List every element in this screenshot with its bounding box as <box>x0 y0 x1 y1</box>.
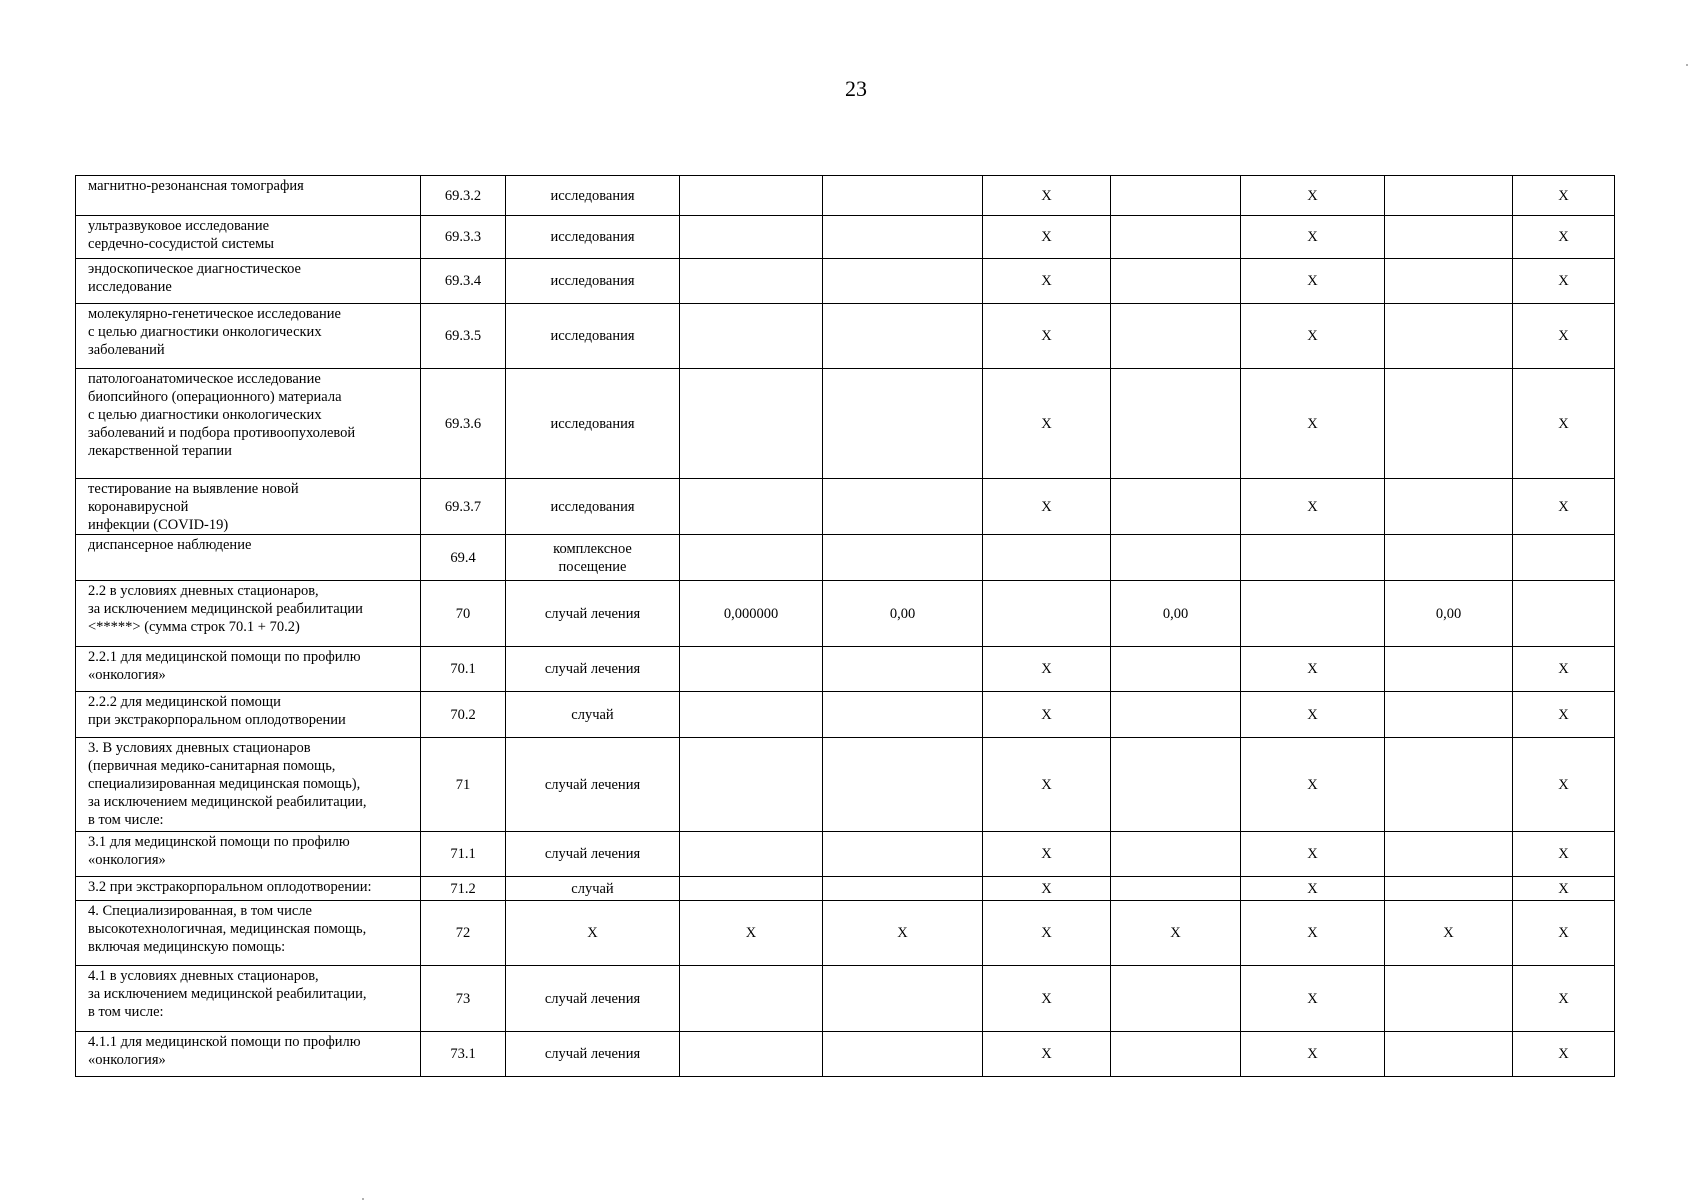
col7-cell <box>1111 259 1241 304</box>
col7-cell <box>1111 535 1241 581</box>
col8-cell <box>1241 535 1385 581</box>
table-row <box>76 738 1615 832</box>
col7-cell <box>1111 647 1241 692</box>
col6-cell: X <box>983 1032 1111 1077</box>
col5-cell <box>823 832 983 877</box>
col8-cell: X <box>1241 369 1385 479</box>
col8-cell: X <box>1241 692 1385 738</box>
col5-cell <box>823 216 983 259</box>
col6-cell: X <box>983 304 1111 369</box>
col10-cell: X <box>1513 259 1615 304</box>
table-row <box>76 369 1615 479</box>
col8-cell <box>1241 581 1385 647</box>
col7-cell <box>1111 692 1241 738</box>
col9-cell <box>1385 479 1513 535</box>
col10-cell: X <box>1513 901 1615 966</box>
col7-cell <box>1111 832 1241 877</box>
col4-cell <box>680 304 823 369</box>
row-unit-cell: случай лечения <box>506 832 680 877</box>
col10-cell: X <box>1513 216 1615 259</box>
col9-cell <box>1385 877 1513 901</box>
col10-cell: X <box>1513 1032 1615 1077</box>
col7-cell <box>1111 176 1241 216</box>
col6-cell: X <box>983 738 1111 832</box>
col9-cell <box>1385 535 1513 581</box>
col10-cell: X <box>1513 738 1615 832</box>
col6-cell <box>983 535 1111 581</box>
row-name-cell: диспансерное наблюдение <box>76 535 421 581</box>
col4-cell: X <box>680 901 823 966</box>
col10-cell: X <box>1513 832 1615 877</box>
row-name-cell: 4.1 в условиях дневных стационаров, за исключением медицинской реабилитации, в том числе: <box>76 966 421 1032</box>
table-row <box>76 1032 1615 1077</box>
row-name-cell: 3. В условиях дневных стационаров (первичная медико-санитарная помощь, специализированная медицинская помощь), за исключением медицинской реабилитации, в том числе: <box>76 738 421 832</box>
table-row <box>76 877 1615 901</box>
col8-cell: X <box>1241 216 1385 259</box>
col10-cell: X <box>1513 479 1615 535</box>
col5-cell <box>823 535 983 581</box>
col10-cell: X <box>1513 647 1615 692</box>
col5-cell <box>823 877 983 901</box>
col7-cell <box>1111 216 1241 259</box>
col9-cell <box>1385 647 1513 692</box>
row-name-cell: 2.2.1 для медицинской помощи по профилю «онкология» <box>76 647 421 692</box>
table-row <box>76 535 1615 581</box>
row-code-cell: 69.3.5 <box>421 304 506 369</box>
col7-cell <box>1111 369 1241 479</box>
col8-cell: X <box>1241 832 1385 877</box>
col7-cell <box>1111 1032 1241 1077</box>
row-name-cell: 3.2 при экстракорпоральном оплодотворении: <box>76 877 421 901</box>
col5-cell <box>823 738 983 832</box>
col5-cell: 0,00 <box>823 581 983 647</box>
col4-cell <box>680 535 823 581</box>
table-row <box>76 832 1615 877</box>
table-row <box>76 901 1615 966</box>
col6-cell: X <box>983 259 1111 304</box>
col4-cell <box>680 1032 823 1077</box>
row-code-cell: 73 <box>421 966 506 1032</box>
col7-cell <box>1111 877 1241 901</box>
medical-care-table <box>75 175 1615 1077</box>
col5-cell <box>823 369 983 479</box>
col6-cell: X <box>983 176 1111 216</box>
row-name-cell: магнитно-резонансная томография <box>76 176 421 216</box>
row-unit-cell: комплексное посещение <box>506 535 680 581</box>
col10-cell: X <box>1513 369 1615 479</box>
col9-cell <box>1385 369 1513 479</box>
row-name-cell: 3.1 для медицинской помощи по профилю «онкология» <box>76 832 421 877</box>
row-code-cell: 71 <box>421 738 506 832</box>
col8-cell: X <box>1241 304 1385 369</box>
col6-cell: X <box>983 832 1111 877</box>
col8-cell: X <box>1241 1032 1385 1077</box>
row-code-cell: 69.3.3 <box>421 216 506 259</box>
col10-cell: X <box>1513 966 1615 1032</box>
col5-cell <box>823 692 983 738</box>
col9-cell <box>1385 216 1513 259</box>
row-code-cell: 70 <box>421 581 506 647</box>
col5-cell <box>823 259 983 304</box>
row-unit-cell: исследования <box>506 259 680 304</box>
row-unit-cell: случай лечения <box>506 647 680 692</box>
col6-cell: X <box>983 877 1111 901</box>
table-row <box>76 479 1615 535</box>
col4-cell <box>680 877 823 901</box>
row-name-cell: 4.1.1 для медицинской помощи по профилю «онкология» <box>76 1032 421 1077</box>
col6-cell: X <box>983 369 1111 479</box>
row-code-cell: 69.3.2 <box>421 176 506 216</box>
scan-speck <box>1686 64 1688 66</box>
row-name-cell: молекулярно-генетическое исследование с целью диагностики онкологических заболеваний <box>76 304 421 369</box>
col9-cell <box>1385 738 1513 832</box>
col4-cell <box>680 738 823 832</box>
col8-cell: X <box>1241 738 1385 832</box>
row-name-cell: 2.2 в условиях дневных стационаров, за исключением медицинской реабилитации <*****> (сумма строк 70.1 + 70.2) <box>76 581 421 647</box>
table-row <box>76 176 1615 216</box>
col4-cell <box>680 832 823 877</box>
col4-cell <box>680 369 823 479</box>
col7-cell <box>1111 966 1241 1032</box>
row-name-cell: 4. Специализированная, в том числе высокотехнологичная, медицинская помощь, включая медицинскую помощь: <box>76 901 421 966</box>
col5-cell <box>823 647 983 692</box>
row-name-cell: патологоанатомическое исследование биопсийного (операционного) материала с целью диагностики онкологических заболеваний и подбора противоопухолевой лекарственной терапии <box>76 369 421 479</box>
table-body <box>76 176 1615 1077</box>
row-code-cell: 72 <box>421 901 506 966</box>
col4-cell <box>680 692 823 738</box>
table-row <box>76 259 1615 304</box>
col5-cell <box>823 1032 983 1077</box>
row-unit-cell: случай лечения <box>506 581 680 647</box>
col10-cell <box>1513 581 1615 647</box>
col4-cell <box>680 479 823 535</box>
row-name-cell: тестирование на выявление новой коронавирусной инфекции (COVID-19) <box>76 479 421 535</box>
col7-cell: 0,00 <box>1111 581 1241 647</box>
col4-cell <box>680 966 823 1032</box>
row-code-cell: 69.3.7 <box>421 479 506 535</box>
col4-cell: 0,000000 <box>680 581 823 647</box>
row-code-cell: 73.1 <box>421 1032 506 1077</box>
col5-cell <box>823 176 983 216</box>
col10-cell: X <box>1513 877 1615 901</box>
col7-cell <box>1111 304 1241 369</box>
col6-cell: X <box>983 692 1111 738</box>
col10-cell: X <box>1513 176 1615 216</box>
row-code-cell: 69.4 <box>421 535 506 581</box>
col5-cell <box>823 304 983 369</box>
col6-cell: X <box>983 216 1111 259</box>
col6-cell: X <box>983 966 1111 1032</box>
col6-cell: X <box>983 647 1111 692</box>
col6-cell: X <box>983 901 1111 966</box>
row-unit-cell: случай <box>506 877 680 901</box>
row-code-cell: 69.3.6 <box>421 369 506 479</box>
col9-cell: X <box>1385 901 1513 966</box>
table-row <box>76 966 1615 1032</box>
col9-cell <box>1385 304 1513 369</box>
col5-cell: X <box>823 901 983 966</box>
col9-cell <box>1385 832 1513 877</box>
col7-cell <box>1111 479 1241 535</box>
row-unit-cell: исследования <box>506 369 680 479</box>
table-row <box>76 581 1615 647</box>
col8-cell: X <box>1241 259 1385 304</box>
row-unit-cell: X <box>506 901 680 966</box>
table-row <box>76 692 1615 738</box>
col4-cell <box>680 647 823 692</box>
col9-cell <box>1385 966 1513 1032</box>
row-name-cell: 2.2.2 для медицинской помощи при экстракорпоральном оплодотворении <box>76 692 421 738</box>
col10-cell: X <box>1513 304 1615 369</box>
col8-cell: X <box>1241 176 1385 216</box>
row-code-cell: 71.1 <box>421 832 506 877</box>
row-code-cell: 71.2 <box>421 877 506 901</box>
col5-cell <box>823 966 983 1032</box>
col8-cell: X <box>1241 966 1385 1032</box>
row-unit-cell: случай лечения <box>506 966 680 1032</box>
col4-cell <box>680 176 823 216</box>
row-unit-cell: исследования <box>506 479 680 535</box>
row-unit-cell: случай лечения <box>506 1032 680 1077</box>
col5-cell <box>823 479 983 535</box>
col6-cell <box>983 581 1111 647</box>
col4-cell <box>680 259 823 304</box>
table-row <box>76 216 1615 259</box>
col6-cell: X <box>983 479 1111 535</box>
row-unit-cell: случай <box>506 692 680 738</box>
table-row <box>76 304 1615 369</box>
row-code-cell: 69.3.4 <box>421 259 506 304</box>
col9-cell <box>1385 176 1513 216</box>
col9-cell <box>1385 1032 1513 1077</box>
col9-cell <box>1385 692 1513 738</box>
row-unit-cell: исследования <box>506 304 680 369</box>
row-unit-cell: случай лечения <box>506 738 680 832</box>
col9-cell: 0,00 <box>1385 581 1513 647</box>
col10-cell: X <box>1513 692 1615 738</box>
col7-cell: X <box>1111 901 1241 966</box>
col4-cell <box>680 216 823 259</box>
row-name-cell: ультразвуковое исследование сердечно-сосудистой системы <box>76 216 421 259</box>
row-code-cell: 70.2 <box>421 692 506 738</box>
col8-cell: X <box>1241 901 1385 966</box>
row-unit-cell: исследования <box>506 216 680 259</box>
row-unit-cell: исследования <box>506 176 680 216</box>
table-row <box>76 647 1615 692</box>
col8-cell: X <box>1241 479 1385 535</box>
col10-cell <box>1513 535 1615 581</box>
col7-cell <box>1111 738 1241 832</box>
row-code-cell: 70.1 <box>421 647 506 692</box>
row-name-cell: эндоскопическое диагностическое исследование <box>76 259 421 304</box>
col9-cell <box>1385 259 1513 304</box>
page-number: 23 <box>845 76 867 101</box>
col8-cell: X <box>1241 877 1385 901</box>
col8-cell: X <box>1241 647 1385 692</box>
